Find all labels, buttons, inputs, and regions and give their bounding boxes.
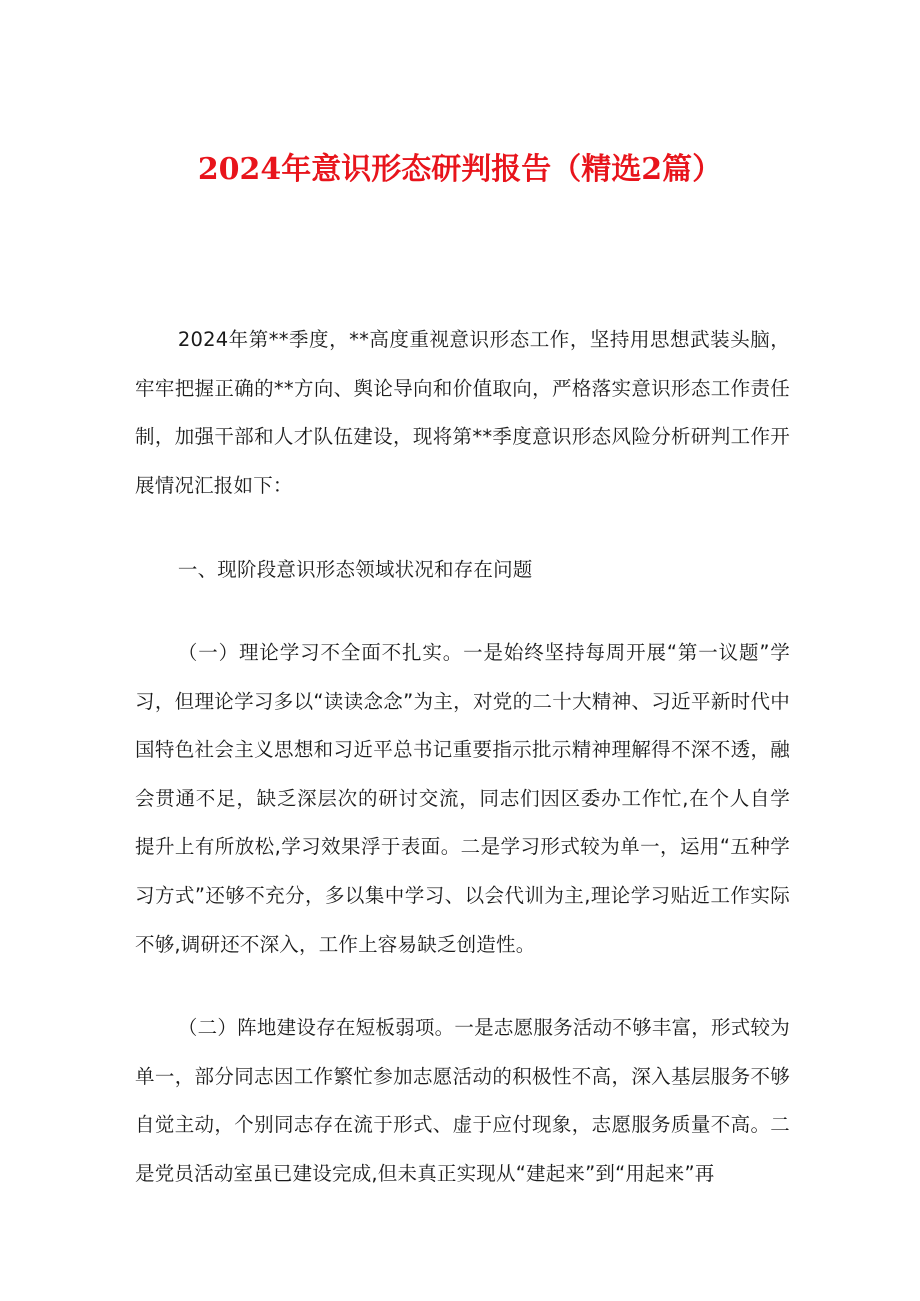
- document-title: 2024年意识形态研判报告（精选2篇）: [197, 152, 723, 187]
- intro-paragraph: 2024年第**季度，**高度重视意识形态工作，坚持用思想武装头脑，牢牢把握正确的**方向、舆论导向和价值取向，严格落实意识形态工作责任制，加强干部和人才队伍建设，现将第**季度意识形态风险分析研判工作开展情况汇报如下：: [135, 328, 790, 497]
- section-2-paragraph: （二）阵地建设存在短板弱项。一是志愿服务活动不够丰富，形式较为单一，部分同志因工作繁忙参加志愿活动的积极性不高，深入基层服务不够自觉主动，个别同志存在流于形式、虚于应付现象，志愿服务质量不高。二是党员活动室虽已建设完成,但未真正实现从“建起来”到“用起来”再: [135, 1016, 790, 1185]
- section-heading: 一、现阶段意识形态领域状况和存在问题: [177, 558, 533, 581]
- section-1-paragraph: （一）理论学习不全面不扎实。一是始终坚持每周开展“第一议题”学习，但理论学习多以“读读念念”为主，对党的二十大精神、习近平新时代中国特色社会主义思想和习近平总书记重要指示批示精神理解得不深不透，融会贯通不足，缺乏深层次的研讨交流，同志们因区委办工作忙,在个人自学提升上有所放松,学习效果浮于表面。二是学习形式较为单一，运用“五种学习方式”还够不充分，多以集中学习、以会代训为主,理论学习贴近工作实际不够,调研还不深入，工作上容易缺乏创造性。: [135, 641, 790, 956]
